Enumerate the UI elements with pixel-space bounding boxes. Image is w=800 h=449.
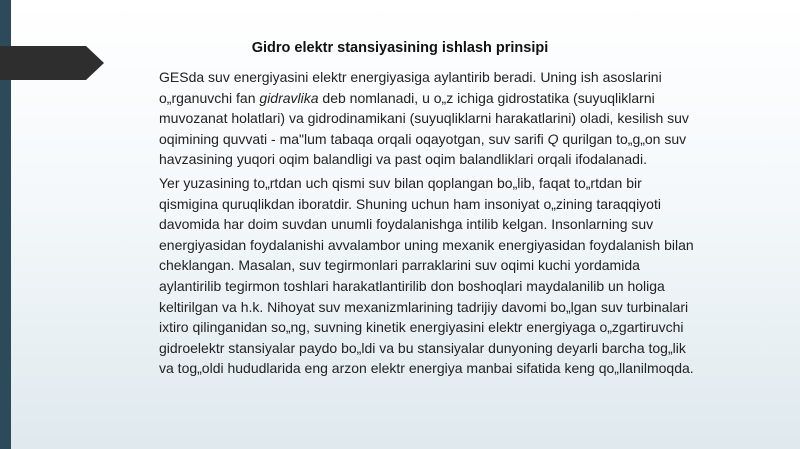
slide-body [159,67,759,379]
text-line: keltirilgan va h.k. Nihoyat suv mexanizmlarining tadrijiy davomi bo„lgan suv turbinalari [159,298,689,315]
text-line: energiyasidan foydalanishi avvalambor uning mexanik energiyasidan foydalanish bilan [159,236,694,253]
text-line: davomida har doim suvdan unumli foydalanishga intilib kelgan. Insonlarning suv [159,216,654,233]
text-line: GESda suv energiyasini elektr energiyasiga aylantirib beradi. Uning ish asoslarini [159,69,662,85]
text-line: havzasining yuqori oqim balandligi va past oqim balandliklari orqali ifodalanadi. [159,151,647,168]
italic-term: gidravlika [259,89,319,106]
text-line: cheklangan. Masalan, suv tegirmonlari parraklarini suv oqimi kuchi yordamida [159,257,640,274]
paragraph-2 [159,173,759,379]
text-line: va tog„oldi hududlarida eng arzon elektr energiya manbai sifatida keng qo„llanilmoqda. [159,360,694,377]
text-line: muvozanat holatlari) va gidrodinamikani (suyuqliklarni harakatlarini) oladi, kesilish suv [159,110,689,127]
slide-title: Gidro elektr stansiyasining ishlash prinsipi [251,40,549,56]
text-span: oqimining quvvati - ma"lum tabaqa orqali oqayotgan, suv sarifi [159,130,548,147]
text-line: aylantirilib tegirmon toshlari harakatlantirilib don boshoqlari maydalanilib un holiga [159,277,665,294]
text-span: qurilgan to„g„on suv [558,130,687,147]
text-line [159,88,759,109]
text-span: o„rganuvchi fan [159,89,260,106]
text-line [159,129,759,150]
text-line: Yer yuzasining to„rtdan uch qismi suv bilan qoplangan bo„lib, faqat to„rtdan bir [159,174,642,191]
italic-symbol: Q [547,130,559,147]
text-line: gidroelektr stansiyalar paydo bo„ldi va bu stansiyalar dunyoning deyarli barcha tog„lik [159,339,686,356]
text-span: deb nomlanadi, u o„z ichiga gidrostatika (suyuqliklarni [318,89,655,106]
paragraph-1 [159,67,759,170]
text-line: qismigina quruqlikdan iboratdir. Shuning uchun ham insoniyat o„zining taraqqiyoti [159,195,661,212]
text-line: ixtiro qilinganidan so„ng, suvning kinetik energiyasini elektr energiyaga o„zgartiruvchi [159,319,684,336]
